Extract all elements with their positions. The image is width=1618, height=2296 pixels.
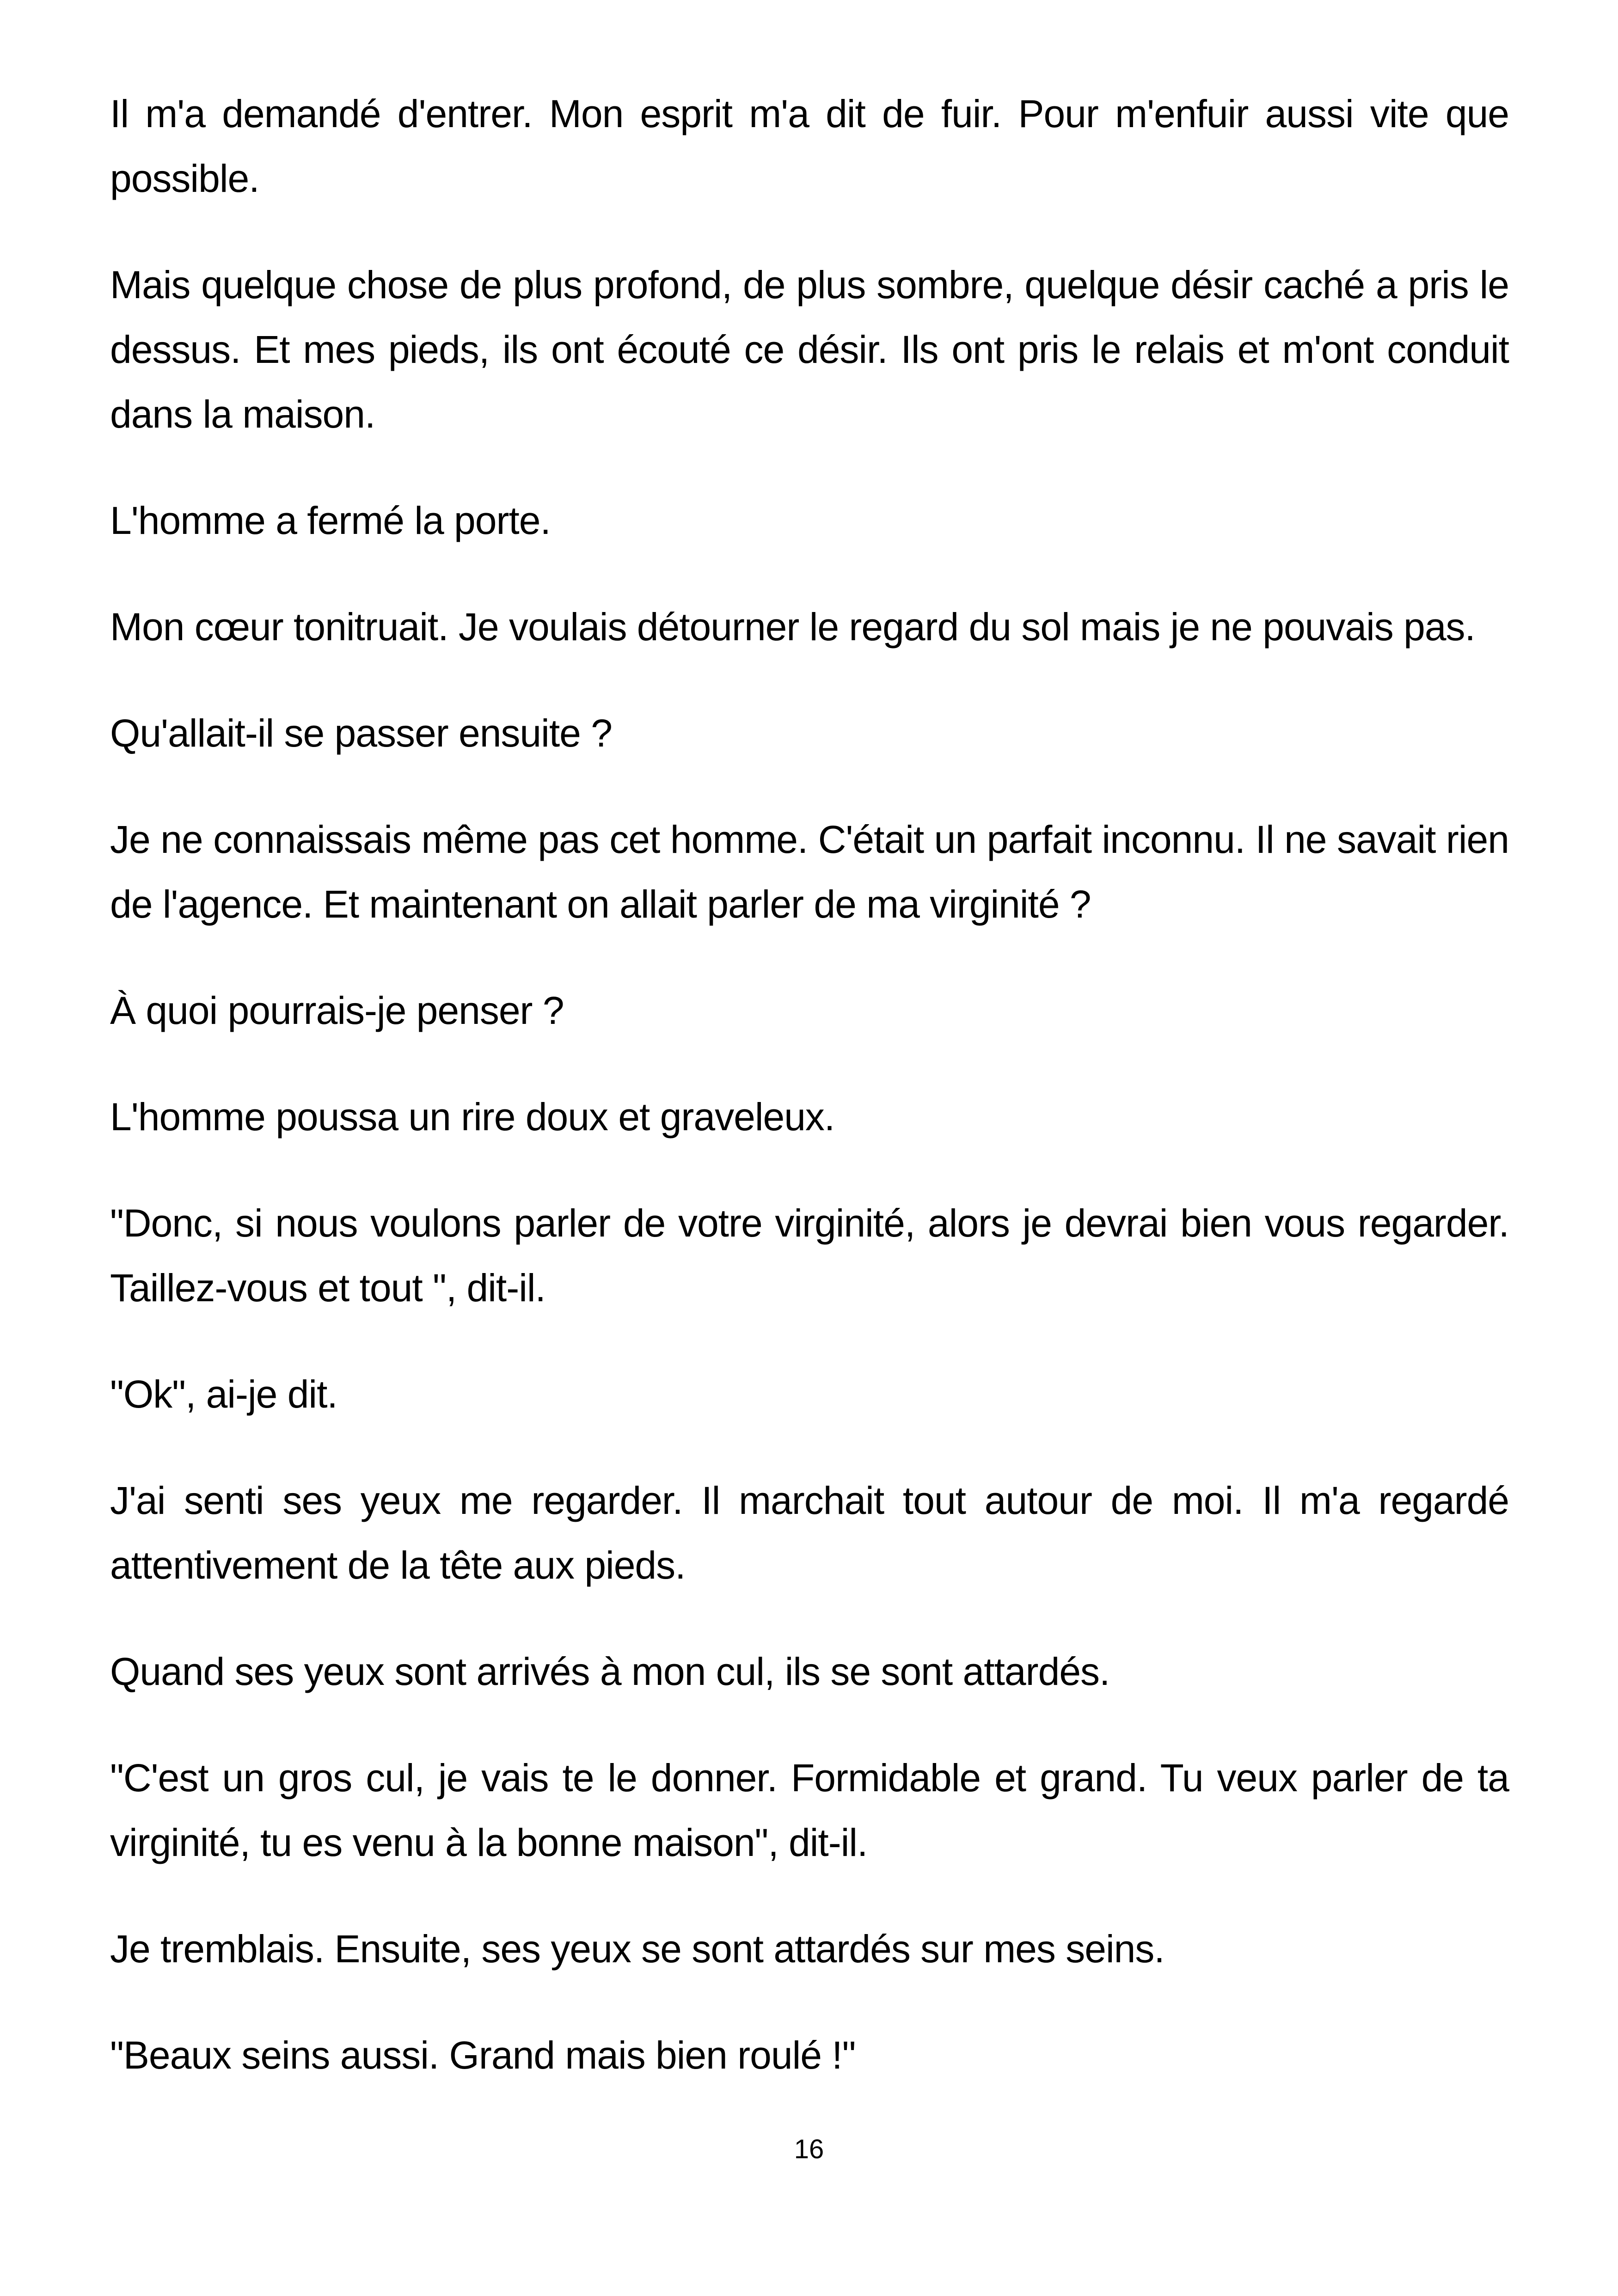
paragraph: Quand ses yeux sont arrivés à mon cul, ils se sont attardés. (110, 1650, 1110, 1693)
paragraph: Mais quelque chose de plus profond, de plus sombre, quelque désir caché a pris le dessus. Et mes pieds, ils ont écouté ce désir. Ils ont pris le relais et m'ont conduit dans la maison. (110, 263, 1509, 436)
paragraph: L'homme poussa un rire doux et graveleux. (110, 1095, 835, 1139)
paragraph: Mon cœur tonitruait. Je voulais détourner le regard du sol mais je ne pouvais pas. (110, 605, 1475, 649)
paragraph: À quoi pourrais-je penser ? (110, 989, 564, 1032)
paragraph: J'ai senti ses yeux me regarder. Il marchait tout autour de moi. Il m'a regardé attentivement de la tête aux pieds. (110, 1479, 1509, 1587)
paragraph: "C'est un gros cul, je vais te le donner. Formidable et grand. Tu veux parler de ta virginité, tu es venu à la bonne maison", dit-il. (110, 1756, 1509, 1864)
paragraph: "Donc, si nous voulons parler de votre virginité, alors je devrai bien vous regarder. Taillez-vous et tout ", dit-il. (110, 1201, 1509, 1310)
paragraph: L'homme a fermé la porte. (110, 499, 551, 542)
paragraph: Je ne connaissais même pas cet homme. C'était un parfait inconnu. Il ne savait rien de l'agence. Et maintenant on allait parler de ma virginité ? (110, 818, 1509, 926)
paragraph: Il m'a demandé d'entrer. Mon esprit m'a dit de fuir. Pour m'enfuir aussi vite que possible. (110, 92, 1509, 200)
paragraph: "Ok", ai-je dit. (110, 1372, 337, 1416)
page-number: 16 (794, 2134, 824, 2164)
paragraph: Qu'allait-il se passer ensuite ? (110, 711, 612, 755)
body-text (110, 81, 1509, 2129)
paragraph: Je tremblais. Ensuite, ses yeux se sont attardés sur mes seins. (110, 1927, 1164, 1971)
paragraph: "Beaux seins aussi. Grand mais bien roulé !" (110, 2033, 856, 2077)
